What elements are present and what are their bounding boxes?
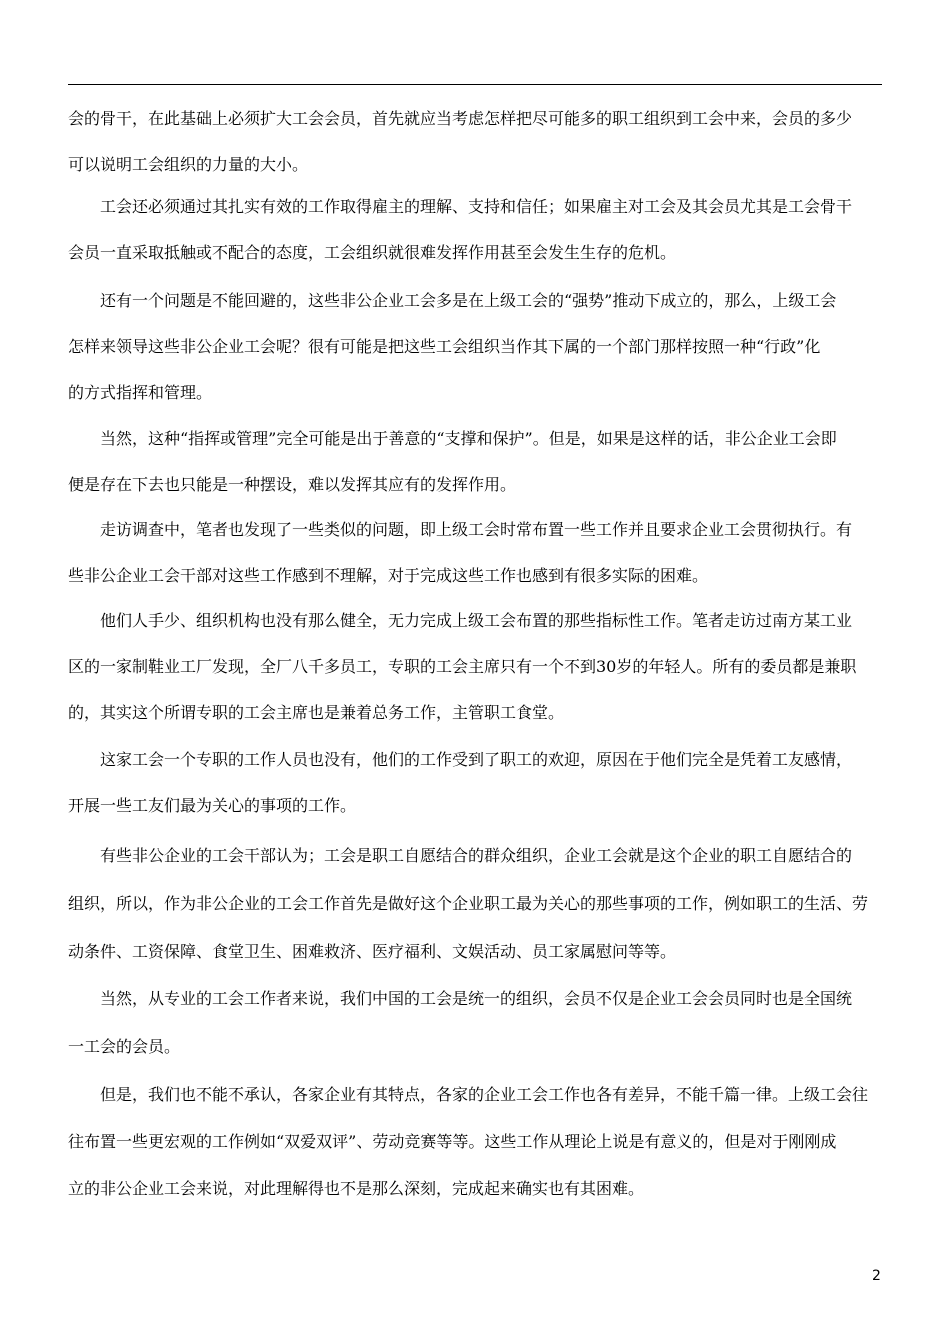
text-line: 当然，从专业的工会工作者来说，我们中国的工会是统一的组织，会员不仅是企业工会会员同时也是全国统 <box>68 989 853 1008</box>
paragraph <box>68 278 882 416</box>
text-line: 的方式指挥和管理。 <box>68 383 213 402</box>
text-line: 动条件、工资保障、食堂卫生、困难救济、医疗福利、文娱活动、员工家属慰问等等。 <box>68 942 677 961</box>
text-line: 便是存在下去也只能是一种摆设，难以发挥其应有的发挥作用。 <box>68 475 517 494</box>
paragraph <box>68 737 882 829</box>
text-line: 会员一直采取抵触或不配合的态度，工会组织就很难发挥作用甚至会发生生存的危机。 <box>68 243 677 262</box>
text-line: 区的一家制鞋业工厂发现，全厂八千多员工，专职的工会主席只有一个不到30岁的年轻人。所有的委员都是兼职 <box>68 657 857 676</box>
text-line: 立的非公企业工会来说，对此理解得也不是那么深刻，完成起来确实也有其困难。 <box>68 1179 645 1198</box>
text-line: 些非公企业工会干部对这些工作感到不理解，对于完成这些工作也感到有很多实际的困难。 <box>68 566 709 585</box>
text-line: 可以说明工会组织的力量的大小。 <box>68 155 309 174</box>
paragraph <box>68 975 882 1071</box>
text-line: 怎样来领导这些非公企业工会呢？很有可能是把这些工会组织当作其下属的一个部门那样按照一种“行政”化 <box>68 337 821 356</box>
text-line: 会的骨干，在此基础上必须扩大工会会员，首先就应当考虑怎样把尽可能多的职工组织到工会中来，会员的多少 <box>68 109 853 128</box>
text-line: 有些非公企业的工会干部认为；工会是职工自愿结合的群众组织，企业工会就是这个企业的职工自愿结合的 <box>68 846 853 865</box>
text-line: 当然，这种“指挥或管理”完全可能是出于善意的“支撑和保护”。但是，如果是这样的话，非公企业工会即 <box>68 429 837 448</box>
text-line: 他们人手少、组织机构也没有那么健全，无力完成上级工会布置的那些指标性工作。笔者走访过南方某工业 <box>68 611 853 630</box>
text-line: 但是，我们也不能不承认，各家企业有其特点，各家的企业工会工作也各有差异，不能千篇一律。上级工会往 <box>68 1085 869 1104</box>
paragraph <box>68 1071 882 1212</box>
paragraph <box>68 184 882 276</box>
text-line: 往布置一些更宏观的工作例如“双爱双评”、劳动竞赛等等。这些工作从理论上说是有意义的，但是对于刚刚成 <box>68 1132 837 1151</box>
text-line: 走访调查中，笔者也发现了一些类似的问题，即上级工会时常布置一些工作并且要求企业工会贯彻执行。有 <box>68 520 853 539</box>
text-line: 还有一个问题是不能回避的，这些非公企业工会多是在上级工会的“强势”推动下成立的，那么，上级工会 <box>68 291 837 310</box>
paragraph <box>68 416 882 508</box>
page-number: 2 <box>872 1268 881 1284</box>
text-line: 组织，所以，作为非公企业的工会工作首先是做好这个企业职工最为关心的那些事项的工作，例如职工的生活、劳 <box>68 894 869 913</box>
text-line: 的，其实这个所谓专职的工会主席也是兼着总务工作，主管职工食堂。 <box>68 703 565 722</box>
text-line: 开展一些工友们最为关心的事项的工作。 <box>68 796 357 815</box>
paragraph <box>68 507 882 599</box>
paragraph <box>68 598 882 736</box>
paragraph <box>68 832 882 976</box>
text-line: 这家工会一个专职的工作人员也没有，他们的工作受到了职工的欢迎，原因在于他们完全是凭着工友感情， <box>68 750 853 769</box>
paragraph <box>68 96 882 188</box>
header-rule <box>68 84 882 85</box>
text-line: 一工会的会员。 <box>68 1037 181 1056</box>
text-line: 工会还必须通过其扎实有效的工作取得雇主的理解、支持和信任；如果雇主对工会及其会员尤其是工会骨干 <box>68 197 853 216</box>
